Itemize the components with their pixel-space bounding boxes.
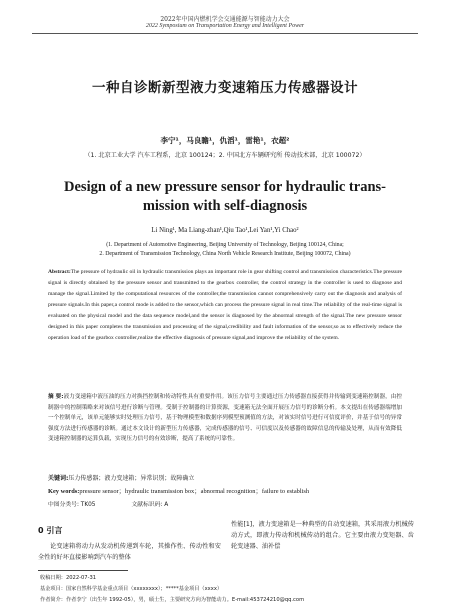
affiliation-en: [40, 241, 410, 259]
abstract-en: [48, 267, 402, 344]
keywords-cn-label: 关键词:: [48, 475, 69, 482]
abstract-en-text: The pressure of hydraulic oil in hydraulic transmission plays an important role in gear shifting control and transmission characteristics.The pressure signal is directly obtained by the pressure sensor and transmitted to the gearbox controller, the control strategy in the controller is used to diagnose and manage the signal.Limited by the computational resources of the controller,the transmission cannot comprehensively carry out the diagnosis and analysis of pressure signals.In this paper,a control mode is added to the sensor,which can process the pressure signal in real time.The reliability of the real-time signal is evaluated on the physical model and the data sequence model,and the sensor is diagnosed by the abnormal strength of the signal.The new pressure sensor designed in this paper completes the transmission and processing of the signal,credibility and fault information of the sensor,so as to effectively reduce the operation load of the gearbox controller,realize the effective diagnosis of pressure signal,and improve the reliability of the system.: [48, 269, 402, 341]
paper-title-en-line1: Design of a new pressure sensor for hydraulic trans-: [64, 179, 386, 195]
keywords-en-label: Key words:: [48, 488, 80, 495]
intro-right-column: 性能[1]，液力变速箱是一种典型的自动变速箱，其采用液力机械传动方式，即液力传动和机械传动的组合。它主要由液力变矩器、齿轮变速器、油补偿: [231, 521, 414, 550]
keywords-en: [48, 486, 402, 495]
authors-cn: 李宁¹，马良瞻¹，仇滔¹，雷艳¹，衣超²: [160, 136, 290, 145]
authors-en: Li Ning¹, Ma Liang-zhan¹,Qiu Tao¹,Lei Yan¹,Yi Chao²: [151, 227, 299, 234]
abstract-cn-text: 液力变速箱中液压油的压力对换挡控制和传动特性具有重要作用。该压力信号主要通过压力传感器直接获得并传输到变速箱控制器，由控制器中的控制策略来对该信号进行诊断与管理。受制于控制器的计算资源，变速箱无法全面开展压力信号的诊断分析。本文提出在传感器端增加一个控制单元，该单元能够实时处理压力信号，基于物理模型和数据序列模型预测值的方法，对该实时信号进行可信度评价，并基于信号的异常强度方法进行传感器的诊断。通过本文设计的新型压力传感器，完成传感器的信号、可信度以及传感器的故障信息的传输及处理，从而有效降低变速箱控制器的运算负载，实现压力信号的有效诊断，提高了系统的可靠性。: [48, 394, 402, 442]
abstract-cn-label: 摘 要:: [48, 394, 64, 400]
paper-title-en-line2: mission with self-diagnosis: [142, 198, 308, 214]
conference-header-en: 2022 Symposium on Transportation Energy and Intelligent Power: [145, 23, 305, 29]
document-code: 文献标识码: A: [131, 502, 169, 508]
footnote-author: 作者简介：作者李宁（出生年 1992-05），男，硕士生，主要研究方向为智能动力。E-mail:453724210@qq.com: [40, 597, 305, 603]
keywords-cn: [48, 473, 402, 482]
intro-left-column: 论变速箱将动力从发动机传递到车轮，其操作性、传动性和安全性的好坏直接影响到汽车的整体: [38, 543, 221, 561]
clc-number: 中图分类号: TK05: [48, 502, 96, 508]
section-heading-intro: 0 引言: [38, 526, 63, 535]
keywords-cn-text: 压力传感器；液力变速箱；异常识别；故障确立: [68, 475, 195, 482]
affiliation-en-1: (1. Department of Automotive Engineering, Beijing University of Technology, Beijing 100124, China;: [106, 242, 344, 248]
header-divider: [32, 33, 418, 34]
footnote-fund: 基金项目：国家自然科学基金重点项目（xxxxxxxx）；*****基金项目（xxxx）: [40, 586, 223, 592]
conference-header-cn: 2022年中国内燃机学会交通能源与智能动力大会: [160, 16, 290, 23]
affiliation-cn: （1. 北京工业大学 汽车工程系，北京 100124；2. 中国北方车辆研究所 传动技术部，北京 100072）: [84, 152, 366, 159]
abstract-en-label: Abstract:: [48, 269, 71, 275]
paper-title-cn: 一种自诊断新型液力变速箱压力传感器设计: [92, 80, 358, 96]
keywords-en-text: pressure sensor；hydraulic transmission box；abnormal recognition；failure to establish: [79, 488, 310, 495]
abstract-cn: [48, 392, 402, 445]
footnote-divider: [38, 570, 128, 571]
classification-line: [48, 499, 402, 508]
footnote-received: 收稿日期：2022-07-31: [40, 575, 97, 581]
affiliation-en-2: 2. Department of Transmission Technology, China North Vehicle Research Institute, Beijing 100072, China): [99, 251, 351, 257]
paper-title-en: [40, 178, 410, 216]
